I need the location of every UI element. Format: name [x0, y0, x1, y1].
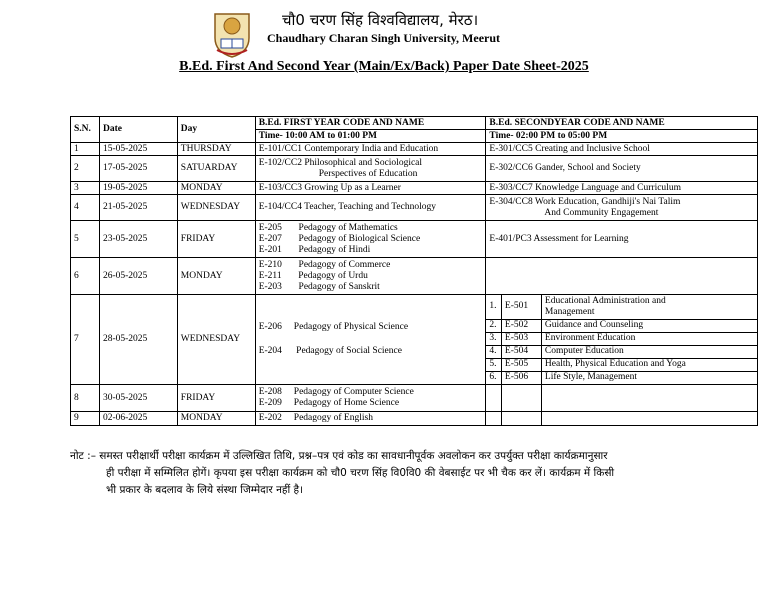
university-name-hindi: चौ0 चरण सिंह विश्वविद्यालय, मेरठ।: [282, 11, 479, 29]
elective-row: [486, 319, 757, 332]
row-first-year: E-104/CC4 Teacher, Teaching and Technology: [255, 195, 486, 221]
elective-row: [486, 295, 757, 319]
header-sn: S.N.: [71, 117, 100, 143]
header-second-year-time: Time- 02:00 PM to 05:00 PM: [486, 130, 758, 143]
elective-number: 5.: [486, 358, 501, 371]
row-day: WEDNESDAY: [177, 295, 255, 385]
row-day: FRIDAY: [177, 385, 255, 412]
header-first-year-time: Time- 10:00 AM to 01:00 PM: [255, 130, 486, 143]
subject-line: E-208 Pedagogy of Computer Science: [258, 387, 414, 397]
table-row: [71, 156, 758, 182]
row-sn: 9: [71, 412, 100, 426]
row-first-year: E-101/CC1 Contemporary India and Education: [255, 143, 486, 156]
subject-line: E-204 Pedagogy of Social Science: [258, 346, 402, 356]
row-day: MONDAY: [177, 182, 255, 195]
elective-number: 6.: [486, 371, 501, 384]
row-second-year: [486, 412, 758, 426]
row-first-year: E-103/CC3 Growing Up as a Learner: [255, 182, 486, 195]
row-date: 17-05-2025: [99, 156, 177, 182]
note-line: नोट :– समस्त परीक्षार्थी परीक्षा कार्यक्रम में उल्लिखित तिथि, प्रश्न–पत्र एवं कोड का सावधानीपूर्वक अवलोकन कर उपर्युक्त परीक्षा कार्यक्रमानुसार: [70, 450, 608, 462]
row-first-year: [255, 221, 486, 258]
row-second-year: E-302/CC6 Gander, School and Society: [486, 156, 758, 182]
row-second-year: E-303/CC7 Knowledge Language and Curriculum: [486, 182, 758, 195]
elective-table: [486, 295, 757, 384]
elective-code: E-503: [501, 332, 541, 345]
row-date: 28-05-2025: [99, 295, 177, 385]
row-day: THURSDAY: [177, 143, 255, 156]
elective-number: 4.: [486, 345, 501, 358]
elective-name: Environment Education: [541, 332, 757, 345]
row-second-year: E-301/CC5 Creating and Inclusive School: [486, 143, 758, 156]
elective-name: Health, Physical Education and Yoga: [541, 358, 757, 371]
page-title: B.Ed. First And Second Year (Main/Ex/Back) Paper Date Sheet-2025: [179, 59, 589, 74]
university-logo: [209, 8, 255, 58]
elective-name: Guidance and Counseling: [541, 319, 757, 332]
row-date: 23-05-2025: [99, 221, 177, 258]
elective-row: [486, 332, 757, 345]
university-name-english: Chaudhary Charan Singh University, Meerut: [267, 31, 501, 45]
subject-line: And Community Engagement: [544, 207, 659, 218]
row-sn: 3: [71, 182, 100, 195]
elective-blank: [486, 385, 757, 411]
elective-name: [541, 295, 757, 319]
table-row: [71, 195, 758, 221]
row-day: MONDAY: [177, 258, 255, 295]
elective-code: E-501: [501, 295, 541, 319]
elective-blank: [486, 412, 757, 425]
row-second-year: [486, 258, 758, 295]
row-second-year: [486, 385, 758, 412]
subject-line: E-304/CC8 Work Education, Gandhiji's Nai Talim: [489, 196, 681, 207]
header-second-year: B.Ed. SECONDYEAR CODE AND NAME: [486, 117, 758, 130]
table-row: [71, 295, 758, 385]
elective-row: [486, 371, 757, 384]
row-sn: 5: [71, 221, 100, 258]
row-sn: 1: [71, 143, 100, 156]
row-day: SATUARDAY: [177, 156, 255, 182]
subject-line: E-203 Pedagogy of Sanskrit: [258, 281, 380, 292]
elective-number: 2.: [486, 319, 501, 332]
note-section: [70, 448, 710, 499]
elective-row: [486, 358, 757, 371]
subject-line: E-209 Pedagogy of Home Science: [258, 398, 400, 408]
row-date: 26-05-2025: [99, 258, 177, 295]
subject-line: E-211 Pedagogy of Urdu: [258, 270, 368, 281]
table-row: [71, 182, 758, 195]
subject-line: E-207 Pedagogy of Biological Science: [258, 233, 421, 244]
elective-code: E-504: [501, 345, 541, 358]
header-day: Day: [177, 117, 255, 143]
row-sn: 7: [71, 295, 100, 385]
subject-line: Perspectives of Education: [318, 168, 418, 179]
elective-cell: [486, 295, 758, 385]
header-first-year: B.Ed. FIRST YEAR CODE AND NAME: [255, 117, 486, 130]
row-sn: 8: [71, 385, 100, 412]
row-date: 21-05-2025: [99, 195, 177, 221]
elective-name: Life Style, Management: [541, 371, 757, 384]
row-sn: 6: [71, 258, 100, 295]
row-day: WEDNESDAY: [177, 195, 255, 221]
date-sheet-table: [70, 116, 758, 426]
elective-row: [486, 345, 757, 358]
subject-line: E-205 Pedagogy of Mathematics: [258, 222, 398, 233]
elective-name-line: Educational Administration and: [544, 295, 666, 306]
note-line: ही परीक्षा में सम्मिलित होगें। कृपया इस परीक्षा कार्यक्रम को चौ0 चरण सिंह वि0वि0 की वेबसाईट पर भी चैक कर लें। कार्यक्रम में किसी: [106, 467, 615, 479]
table-row: [71, 385, 758, 412]
row-date: 30-05-2025: [99, 385, 177, 412]
row-day: FRIDAY: [177, 221, 255, 258]
row-first-year: E-202 Pedagogy of English: [255, 412, 486, 426]
row-date: 15-05-2025: [99, 143, 177, 156]
note-line: भी प्रकार के बदलाव के लिये संस्था जिम्मेदार नहीं है।: [106, 484, 304, 496]
subject-line: E-210 Pedagogy of Commerce: [258, 259, 391, 270]
row-first-year: [255, 385, 486, 412]
row-day: MONDAY: [177, 412, 255, 426]
elective-number: 3.: [486, 332, 501, 345]
subject-line: E-206 Pedagogy of Physical Science: [258, 322, 409, 332]
subject-line: E-201 Pedagogy of Hindi: [258, 244, 371, 255]
elective-code: E-506: [501, 371, 541, 384]
row-date: 19-05-2025: [99, 182, 177, 195]
elective-name: Computer Education: [541, 345, 757, 358]
row-sn: 4: [71, 195, 100, 221]
row-sn: 2: [71, 156, 100, 182]
elective-code: E-505: [501, 358, 541, 371]
elective-number: 1.: [486, 295, 501, 319]
table-row: [71, 258, 758, 295]
table-row: [71, 412, 758, 426]
elective-name-line: Management: [544, 306, 595, 317]
table-row: [71, 221, 758, 258]
row-second-year: E-401/PC3 Assessment for Learning: [486, 221, 758, 258]
row-first-year: [255, 295, 486, 385]
header-date: Date: [99, 117, 177, 143]
row-second-year: [486, 195, 758, 221]
elective-code: E-502: [501, 319, 541, 332]
row-first-year: [255, 156, 486, 182]
table-row: [71, 143, 758, 156]
row-first-year: [255, 258, 486, 295]
row-date: 02-06-2025: [99, 412, 177, 426]
subject-line: E-102/CC2 Philosophical and Sociological: [258, 157, 423, 168]
